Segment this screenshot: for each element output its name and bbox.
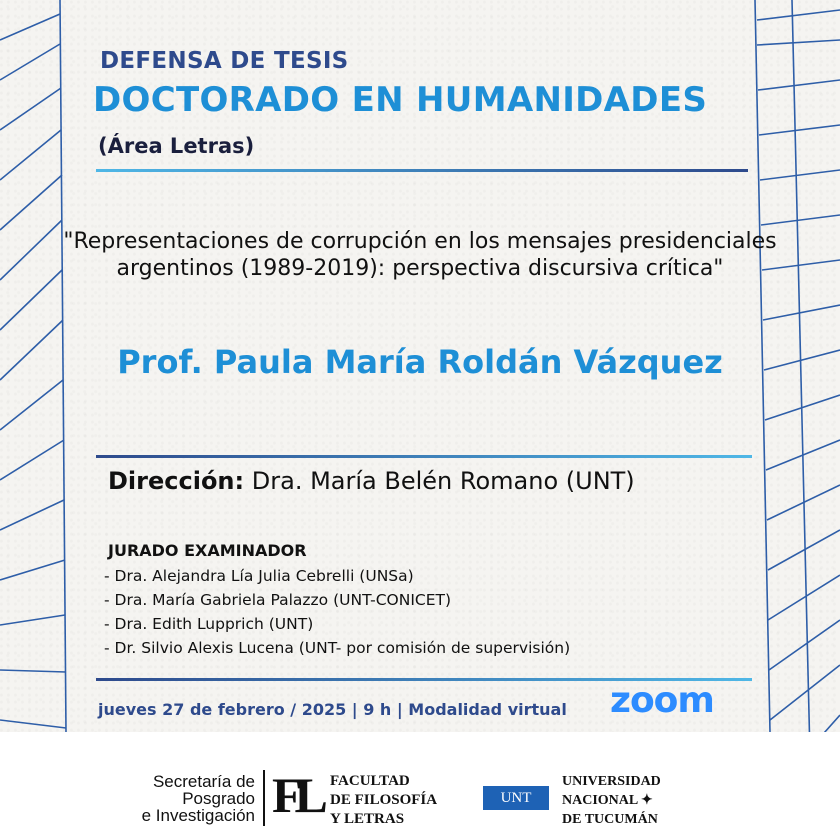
direction-value: Dra. María Belén Romano (UNT) bbox=[251, 467, 635, 495]
secretaria-logo bbox=[130, 773, 255, 824]
direction-divider bbox=[96, 455, 752, 458]
thesis-title: "Representaciones de corrupción en los mensajes presidenciales argentinos (1989-2019): perspectiva discursiva crítica" bbox=[63, 229, 777, 281]
facultad-line: Y LETRAS bbox=[330, 811, 405, 827]
jury-member: - Dra. Alejandra Lía Julia Cebrelli (UNSa) bbox=[104, 567, 414, 585]
secretaria-line: Posgrado bbox=[182, 789, 255, 808]
universidad-line: NACIONAL ✦ bbox=[562, 793, 653, 808]
logo-separator bbox=[263, 770, 265, 826]
unt-badge: UNT bbox=[483, 786, 549, 810]
facultad-logo bbox=[330, 772, 437, 829]
header-divider bbox=[96, 169, 748, 172]
universidad-logo bbox=[562, 772, 661, 829]
jury-member: - Dra. Edith Lupprich (UNT) bbox=[104, 615, 314, 633]
facultad-line: DE FILOSOFÍA bbox=[330, 792, 438, 808]
zoom-logo: zoom bbox=[610, 680, 714, 721]
secretaria-line: Secretaría de bbox=[152, 772, 255, 791]
direction-label: Dirección: bbox=[108, 467, 245, 495]
facultad-line: FACULTAD bbox=[330, 773, 410, 789]
event-kicker: DEFENSA DE TESIS bbox=[100, 48, 349, 74]
secretaria-line: e Investigación bbox=[141, 806, 255, 825]
program-area: (Área Letras) bbox=[98, 134, 255, 158]
program-title: DOCTORADO EN HUMANIDADES bbox=[93, 80, 708, 120]
direction-line bbox=[108, 467, 635, 495]
author-name: Prof. Paula María Roldán Vázquez bbox=[117, 343, 723, 381]
jury-heading: JURADO EXAMINADOR bbox=[108, 541, 307, 560]
jury-member: - Dra. María Gabriela Palazzo (UNT-CONICET) bbox=[104, 591, 452, 609]
event-details: jueves 27 de febrero / 2025 | 9 h | Modalidad virtual bbox=[98, 700, 567, 719]
universidad-line: DE TUCUMÁN bbox=[562, 812, 658, 827]
jury-member: - Dr. Silvio Alexis Lucena (UNT- por comisión de supervisión) bbox=[104, 639, 571, 657]
facultad-monogram: FL bbox=[272, 767, 320, 823]
universidad-line: UNIVERSIDAD bbox=[562, 774, 661, 789]
